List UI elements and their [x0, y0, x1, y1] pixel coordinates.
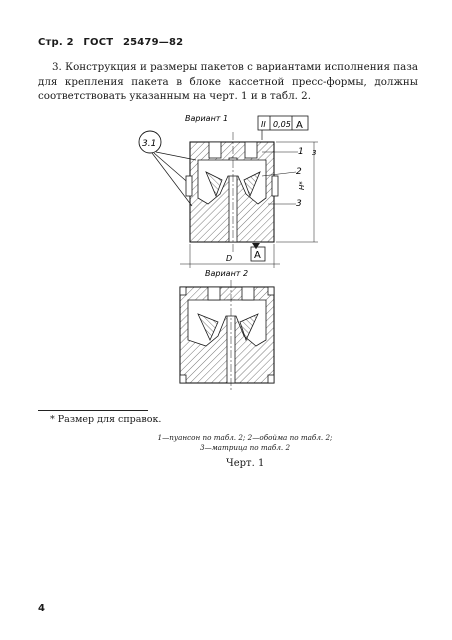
footnote-rule	[38, 410, 148, 411]
tolerance-datum: A	[296, 120, 303, 131]
datum-box-text: A	[254, 250, 261, 261]
legend-line-1: 1—пуансон по табл. 2; 2—обойма по табл. 2;	[157, 433, 333, 442]
variant2-body	[180, 280, 274, 392]
header-page: Стр. 2	[38, 37, 74, 48]
variant1-body	[186, 132, 278, 252]
header-standard: ГОСТ	[83, 37, 114, 48]
part-2-label: 2	[296, 167, 302, 177]
footnote: * Размер для справок.	[50, 414, 162, 425]
figure-caption: Черт. 1	[226, 458, 265, 469]
part-1-label: 1	[298, 147, 304, 157]
dimension-h	[276, 142, 318, 242]
part-3-label: 3	[296, 199, 302, 209]
dim-h-label: H*	[298, 181, 306, 190]
dim-3-label: 3	[312, 149, 317, 157]
figure-legend	[140, 433, 350, 453]
variant1-label: Вариант 1	[185, 114, 229, 123]
legend-line-2: 3—матрица по табл. 2	[199, 443, 291, 452]
body-paragraph: 3. Конструкция и размеры пакетов с вариантами исполнения паза для крепления пакета в блоке кассетной пресс-формы, должны соответствовать указанным на черт. 1 и в табл. 2.	[38, 61, 418, 102]
header-number: 25479—82	[122, 37, 184, 48]
dim-d-label: D	[226, 254, 233, 263]
tolerance-frame	[258, 116, 308, 140]
tolerance-value: 0,05	[273, 120, 291, 129]
tolerance-roman: II	[261, 120, 266, 129]
callout-text: 3.1	[142, 139, 157, 149]
datum-box	[251, 247, 265, 261]
page-number: 4	[38, 603, 45, 614]
variant2-label: Вариант 2	[205, 269, 249, 278]
